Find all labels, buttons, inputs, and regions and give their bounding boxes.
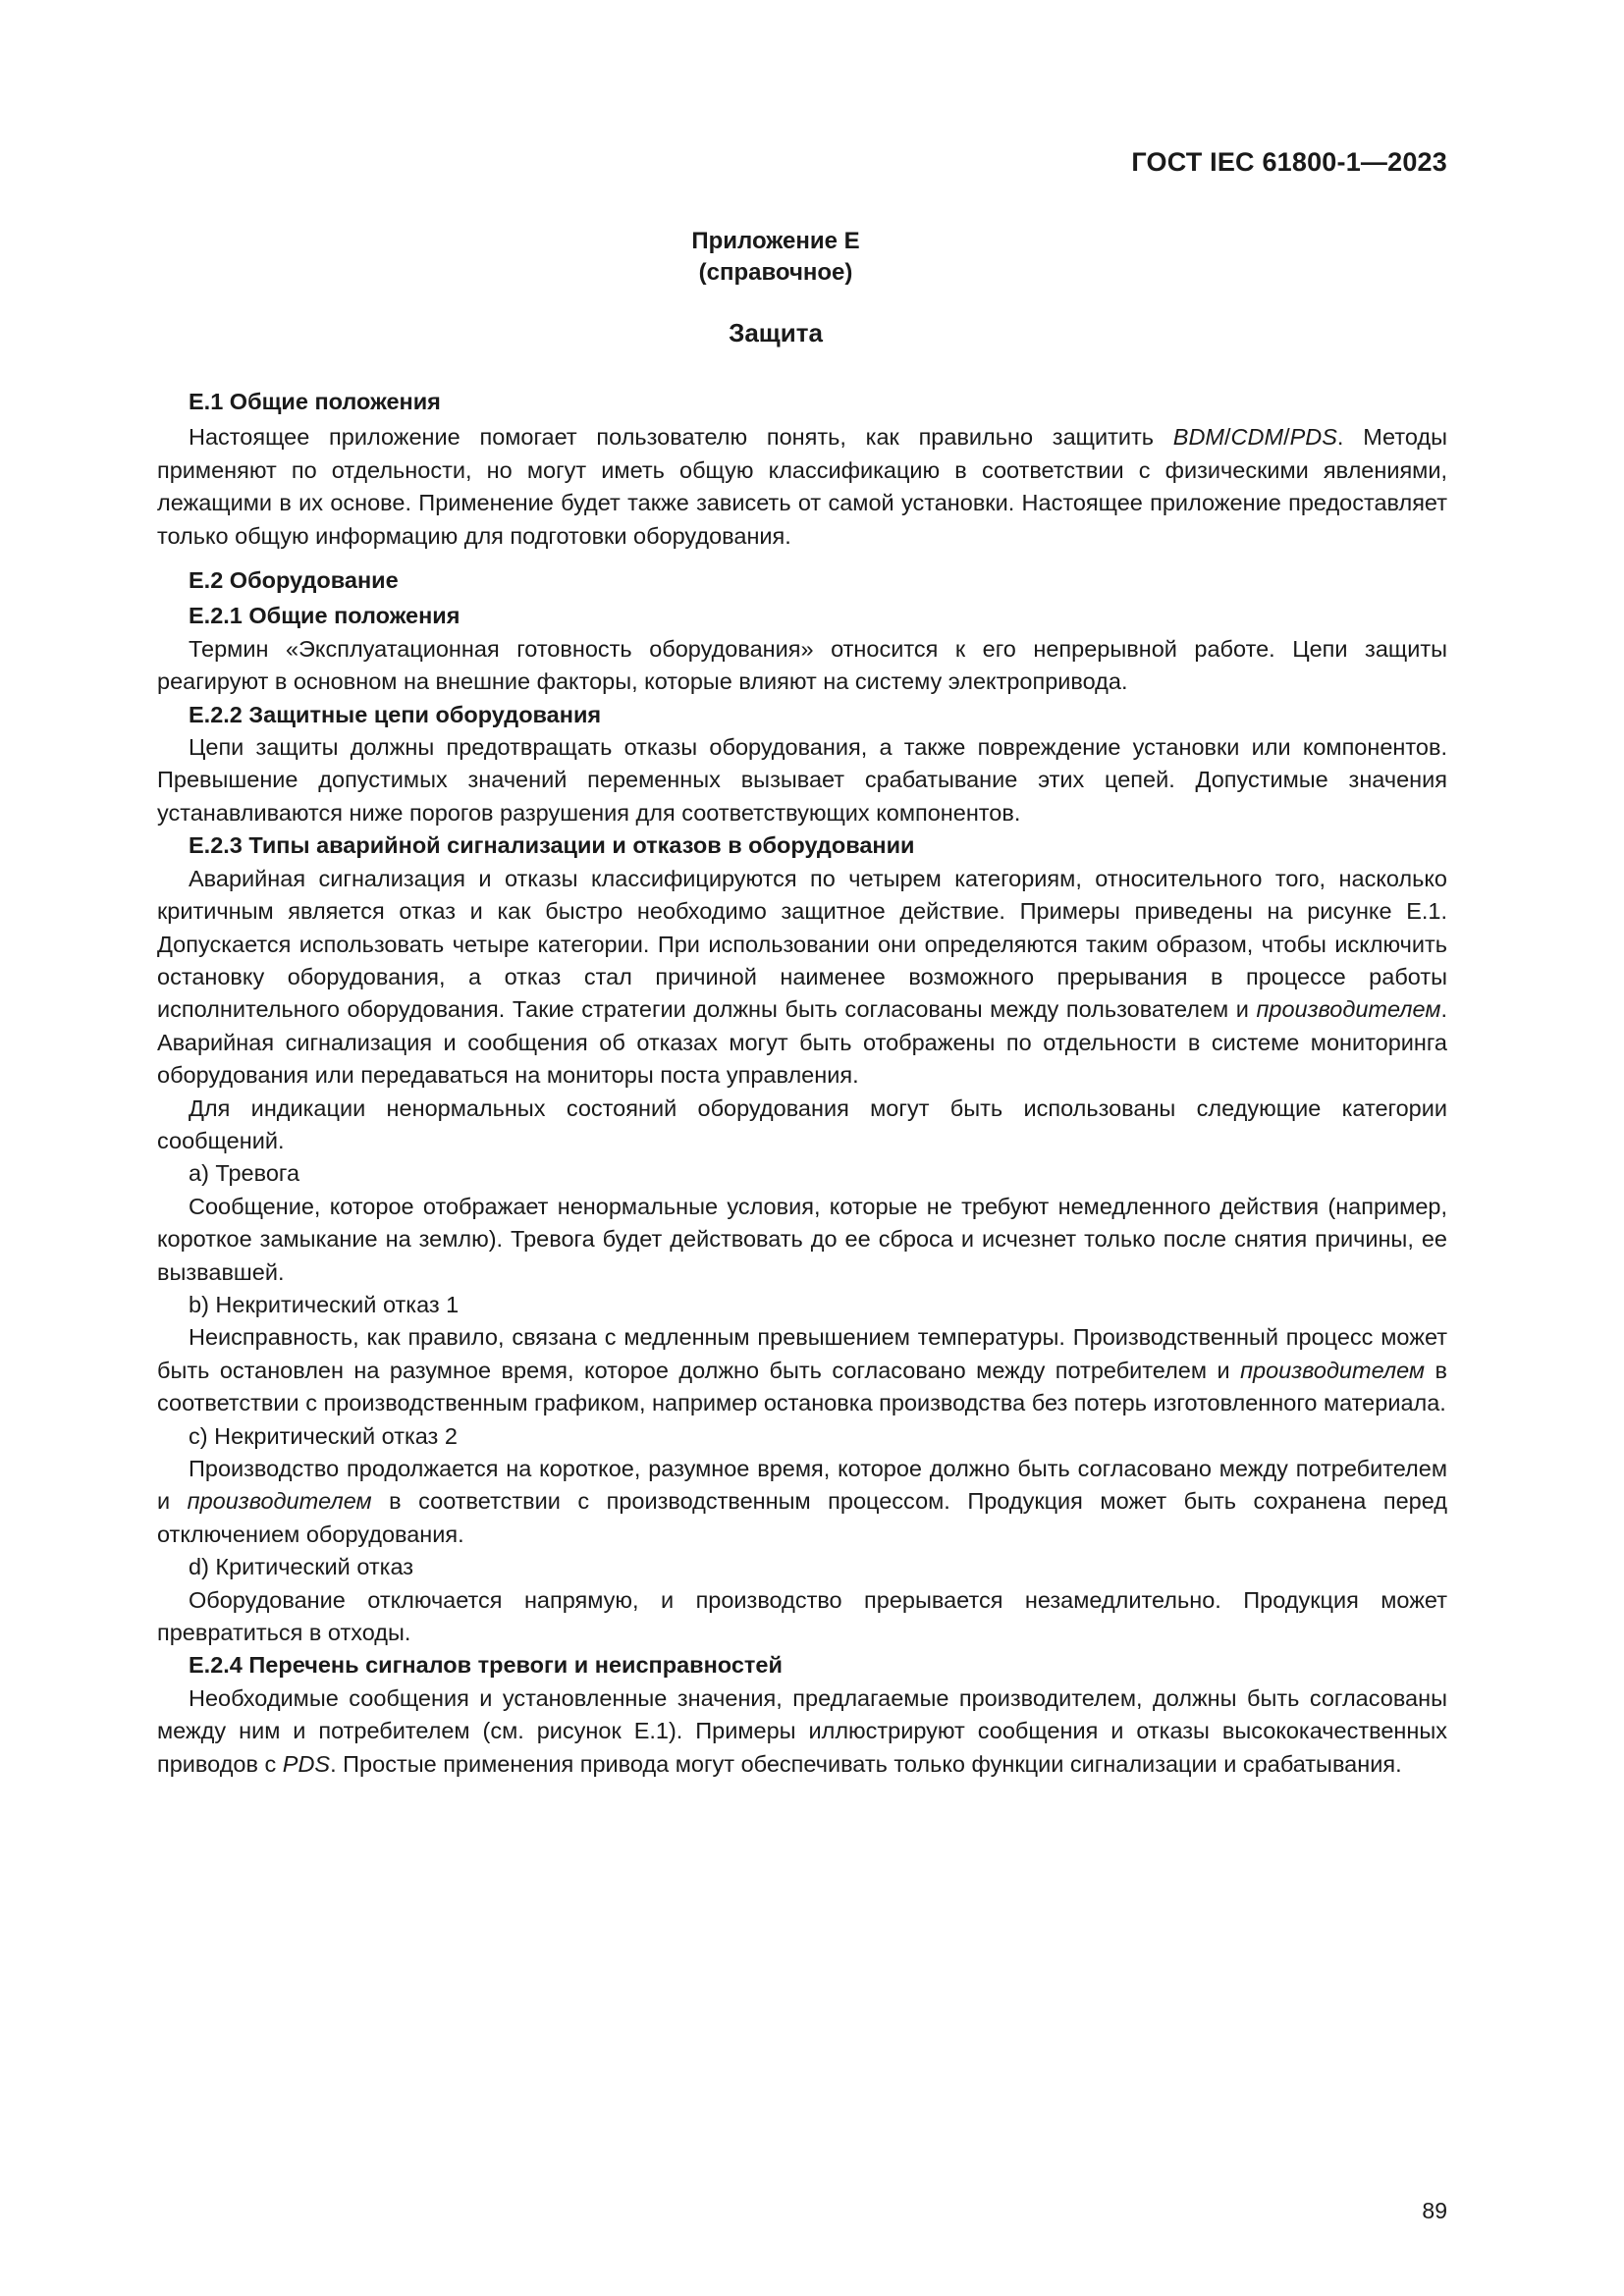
list-item-label-a: a) Тревога <box>189 1160 300 1187</box>
paragraph-e1: Настоящее приложение помогает пользователю понять, как правильно защитить BDM/CDM/PDS. Методы применяют по отдельности, но могут иметь общую классификацию в соответствии с физическими явлениями, лежащими в их основе. Применение будет также зависеть от самой установки. Настоящее приложение предоставляет только общую информацию для подготовки оборудования. <box>157 424 1447 549</box>
term-pds: PDS <box>282 1750 331 1777</box>
annex-title: Защита <box>729 318 823 347</box>
list-item-text-a: Сообщение, которое отображает ненормальные условия, которые не требуют немедленного действия (например, короткое замыкание на землю). Тревога будет действовать до ее сброса и исчезнет только после снятия причины, ее вызвавшей. <box>157 1193 1447 1285</box>
document-body <box>157 386 1447 1781</box>
subsection-heading-e22: Е.2.2 Защитные цепи оборудования <box>189 701 602 727</box>
section-heading-e1: Е.1 Общие положения <box>189 389 441 414</box>
list-item-label-c: c) Некритический отказ 2 <box>189 1422 458 1449</box>
term-manufacturer: производителем <box>1256 996 1441 1023</box>
term-pds: PDS <box>1289 424 1337 451</box>
annex-label: Приложение Е <box>691 228 860 254</box>
annex-type: (справочное) <box>698 259 853 286</box>
subsection-heading-e21: Е.2.1 Общие положения <box>189 603 460 629</box>
paragraph-e22: Цепи защиты должны предотвращать отказы оборудования, а также повреждение установки или компонентов. Превышение допустимых значений переменных вызывает срабатывание этих цепей. Допустимые значения устанавливаются ниже порогов разрушения для соответствующих компонентов. <box>157 734 1447 826</box>
term-cdm: CDM <box>1230 424 1284 451</box>
list-item-label-b: b) Некритический отказ 1 <box>189 1291 460 1317</box>
annex-heading <box>0 226 1551 289</box>
document-code: ГОСТ IEC 61800-1—2023 <box>1131 147 1447 177</box>
term-manufacturer: производителем <box>1240 1357 1426 1383</box>
paragraph-e21: Термин «Эксплуатационная готовность оборудования» относится к его непрерывной работе. Цепи защиты реагируют в основном на внешние факторы, которые влияют на систему электропривода. <box>157 635 1447 695</box>
subsection-heading-e23: Е.2.3 Типы аварийной сигнализации и отказов в оборудовании <box>189 832 915 859</box>
list-item-label-d: d) Критический отказ <box>189 1554 414 1580</box>
subsection-heading-e24: Е.2.4 Перечень сигналов тревоги и неисправностей <box>189 1652 783 1679</box>
paragraph-e23-1: Аварийная сигнализация и отказы классифицируются по четырем категориям, относительного того, насколько критичным является отказ и как быстро необходимо защитное действие. Примеры приведены на рисунке Е.1. Допускается использовать четыре категории. При использовании они определяются таким образом, чтобы исключить остановку оборудования, а отказ стал причиной наименее возможного прерывания в процессе работы исполнительного оборудования. Такие стратегии должны быть согласованы между пользователем и производителем. Аварийная сигнализация и сообщения об отказах могут быть отображены по отдельности в системе мониторинга оборудования или передаваться на мониторы поста управления. <box>157 865 1447 1089</box>
paragraph-e23-2: Для индикации ненормальных состояний оборудования могут быть использованы следующие категории сообщений. <box>157 1095 1447 1153</box>
list-item-text-c: Производство продолжается на короткое, разумное время, которое должно быть согласовано между потребителем и производителем в соответствии с производственным процессом. Продукция может быть сохранена перед отключением оборудования. <box>157 1456 1447 1547</box>
term-manufacturer: производителем <box>187 1488 372 1515</box>
list-item-text-d: Оборудование отключается напрямую, и производство прерывается незамедлительно. Продукция может превратиться в отходы. <box>157 1586 1447 1646</box>
paragraph-e24: Необходимые сообщения и установленные значения, предлагаемые производителем, должны быть согласованы между ним и потребителем (см. рисунок Е.1). Примеры иллюстрируют сообщения и отказы высококачественных приводов с PDS. Простые применения привода могут обеспечивать только функции сигнализации и срабатывания. <box>157 1684 1447 1777</box>
page-number: 89 <box>1422 2198 1447 2223</box>
section-heading-e2: Е.2 Оборудование <box>189 567 399 594</box>
list-item-text-b: Неисправность, как правило, связана с медленным превышением температуры. Производственный процесс может быть остановлен на разумное время, которое должно быть согласовано между потребителем и производителем в соответствии с производственным графиком, например остановка производства без потерь изготовленного материала. <box>157 1324 1447 1416</box>
term-bdm: BDM <box>1172 424 1224 451</box>
